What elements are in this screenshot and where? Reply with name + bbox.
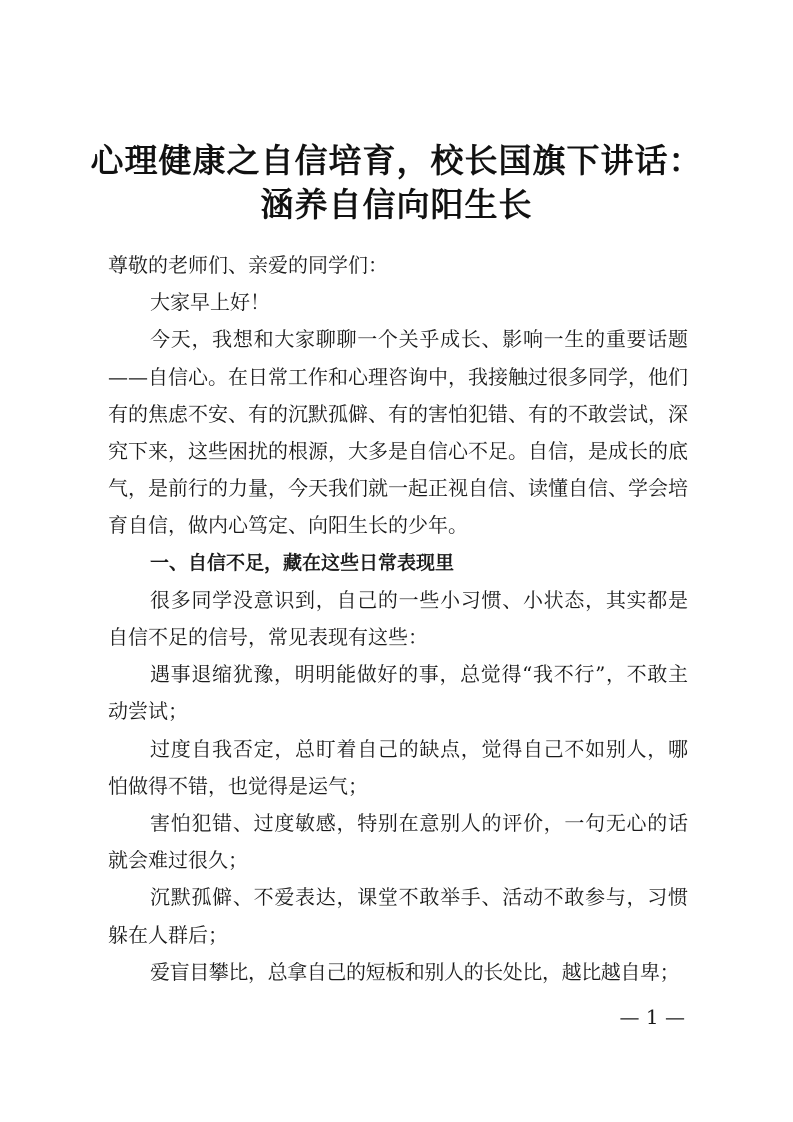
list-item: 爱盲目攀比，总拿自己的短板和别人的长处比，越比越自卑； <box>150 959 680 984</box>
greeting: 大家早上好！ <box>150 290 270 315</box>
document-title-line-2: 涵养自信向阳生长 <box>260 185 533 224</box>
document-title-line-1: 心理健康之自信培育，校长国旗下讲话： <box>90 141 703 180</box>
document-body <box>108 247 688 991</box>
list-item: 过度自我否定，总盯着自己的缺点，觉得自己不如别人，哪怕做得不错，也觉得是运气； <box>108 736 688 798</box>
section-1-heading: 一、自信不足，藏在这些日常表现里 <box>150 551 455 574</box>
list-item: 沉默孤僻、不爱表达，课堂不敢举手、活动不敢参与，习惯躲在人群后； <box>108 885 688 947</box>
salutation: 尊敬的老师们、亲爱的同学们： <box>108 253 388 277</box>
intro-paragraph: 今天，我想和大家聊聊一个关乎成长、影响一生的重要话题——自信心。在日常工作和心理咨询中，我接触过很多同学，他们有的焦虑不安、有的沉默孤僻、有的害怕犯错、有的不敢尝试，深究下来，这些困扰的根源，大多是自信心不足。自信，是成长的底气，是前行的力量，今天我们就一起正视自信、读懂自信、学会培育自信，做内心笃定、向阳生长的少年。 <box>108 327 688 538</box>
list-item: 害怕犯错、过度敏感，特别在意别人的评价，一句无心的话就会难过很久； <box>108 811 688 873</box>
page-number: — 1 — <box>619 1005 685 1029</box>
list-item: 遇事退缩犹豫，明明能做好的事，总觉得“我不行”，不敢主动尝试； <box>108 662 688 724</box>
section-1-lead: 很多同学没意识到，自己的一些小习惯、小状态，其实都是自信不足的信号，常见表现有这些： <box>108 587 688 650</box>
